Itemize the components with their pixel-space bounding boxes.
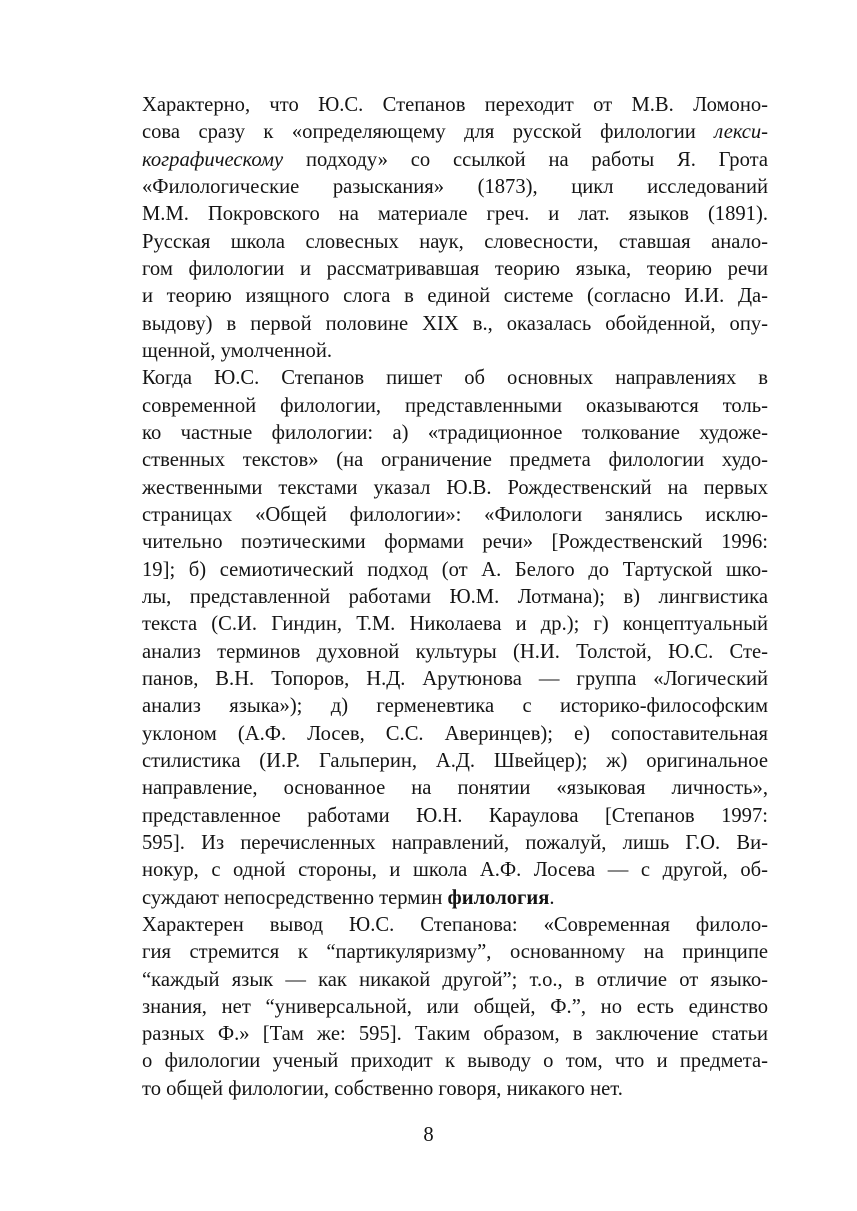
text-line xyxy=(106,283,768,310)
text-run: 19]; б) семиотический подход (от А. Белого до Тартуской шко- xyxy=(142,558,768,581)
text-line xyxy=(106,748,768,775)
text-line xyxy=(106,393,768,420)
text-line xyxy=(106,365,768,392)
text-line xyxy=(106,229,768,256)
text-line xyxy=(106,147,768,174)
text-line xyxy=(106,1021,768,1048)
text-line xyxy=(106,611,768,638)
text-run: Характерно, что Ю.С. Степанов переходит от М.В. Ломоно- xyxy=(142,94,768,116)
italic-text: лекси- xyxy=(714,121,768,144)
paragraph xyxy=(106,365,768,912)
text-line xyxy=(106,256,768,283)
text-run: щенной, умолченной. xyxy=(142,339,333,362)
text-run: и теорию изящного слога в единой системе (согласно И.И. Да- xyxy=(142,285,768,308)
text-run: направление, основанное на понятии «языковая личность», xyxy=(142,777,768,800)
book-page-body xyxy=(106,92,768,1103)
text-line xyxy=(106,803,768,830)
text-run: гия стремится к “партикуляризму”, основанному на принципе xyxy=(142,941,768,964)
text-run: М.М. Покровского на материале греч. и лат. языков (1891). xyxy=(142,203,768,226)
text-line xyxy=(106,939,768,966)
text-run: анализ языка»); д) герменевтика с историко-философским xyxy=(142,695,768,718)
text-run: 595]. Из перечисленных направлений, пожалуй, лишь Г.О. Ви- xyxy=(142,831,768,854)
text-run: панов, В.Н. Топоров, Н.Д. Арутюнова — группа «Логический xyxy=(142,667,768,690)
text-run: уклоном (А.Ф. Лосев, С.С. Аверинцев); е) сопоставительная xyxy=(142,722,768,745)
text-run: страницах «Общей филологии»: «Филологи занялись исклю- xyxy=(142,503,768,526)
text-run: Когда Ю.С. Степанов пишет об основных направлениях в xyxy=(142,367,768,390)
text-line xyxy=(106,201,768,228)
text-line xyxy=(106,502,768,529)
text-run: сова сразу к «определяющему для русской филологии xyxy=(142,121,715,144)
text-line xyxy=(106,174,768,201)
paragraph xyxy=(106,912,768,1103)
text-run: стилистика (И.Р. Гальперин, А.Д. Швейцер); ж) оригинальное xyxy=(142,749,768,772)
text-run: жественными текстами указал Ю.В. Рождественский на первых xyxy=(142,476,768,499)
text-line xyxy=(106,912,768,939)
text-line xyxy=(106,967,768,994)
text-line xyxy=(106,557,768,584)
text-line xyxy=(106,1076,768,1103)
text-run: знания, нет “универсальной, или общей, Ф.”, но есть единство xyxy=(142,995,768,1018)
text-line xyxy=(106,721,768,748)
text-line xyxy=(106,92,768,119)
text-run: разных Ф.» [Там же: 595]. Таким образом, в заключение статьи xyxy=(142,1023,768,1046)
text-run: гом филологии и рассматривавшая теорию языка, теорию речи xyxy=(142,257,768,280)
text-run: ственных текстов» (на ограничение предмета филологии худо- xyxy=(142,449,768,472)
text-run: нокур, с одной стороны, и школа А.Ф. Лосева — с другой, об- xyxy=(142,859,768,882)
text-run: чительно поэтическими формами речи» [Рождественский 1996: xyxy=(142,531,768,554)
text-line xyxy=(106,475,768,502)
text-line xyxy=(106,447,768,474)
bold-term: филология xyxy=(447,886,550,909)
text-line xyxy=(106,830,768,857)
text-run: . xyxy=(549,886,555,909)
text-line xyxy=(106,338,768,365)
paragraph xyxy=(106,92,768,365)
text-line xyxy=(106,1048,768,1075)
text-run: «Филологические разыскания» (1873), цикл исследований xyxy=(142,175,768,198)
text-line xyxy=(106,775,768,802)
text-run: Характерен вывод Ю.С. Степанова: «Современная филоло- xyxy=(142,913,768,936)
text-run: то общей филологии, собственно говоря, никакого нет. xyxy=(142,1077,623,1100)
text-line xyxy=(106,311,768,338)
text-line xyxy=(106,119,768,146)
text-line xyxy=(106,639,768,666)
text-line xyxy=(106,529,768,556)
text-run: современной филологии, представленными оказываются толь- xyxy=(142,394,768,417)
text-run: “каждый язык — как никакой другой”; т.о., в отличие от языко- xyxy=(142,968,768,991)
text-line xyxy=(106,693,768,720)
text-run: выдову) в первой половине XIX в., оказалась обойденной, опу- xyxy=(142,312,768,335)
text-line xyxy=(106,885,768,912)
text-line xyxy=(106,666,768,693)
italic-text: кографическому xyxy=(142,148,284,171)
text-line xyxy=(106,994,768,1021)
page-number: 8 xyxy=(423,1124,434,1146)
text-run: Русская школа словесных наук, словесности, ставшая анало- xyxy=(142,230,768,253)
text-run: анализ терминов духовной культуры (Н.И. Толстой, Ю.С. Сте- xyxy=(142,640,768,663)
paragraphs xyxy=(106,92,768,1103)
text-run: представленное работами Ю.Н. Караулова [Степанов 1997: xyxy=(142,804,768,827)
text-line xyxy=(106,857,768,884)
text-line xyxy=(106,420,768,447)
text-run: подходу» со ссылкой на работы Я. Грота xyxy=(283,148,768,171)
text-run: лы, представленной работами Ю.М. Лотмана); в) лингвистика xyxy=(142,585,768,608)
text-run: о филологии ученый приходит к выводу о том, что и предмета- xyxy=(142,1050,768,1073)
text-run: суждают непосредственно термин xyxy=(142,886,448,909)
text-run: ко частные филологии: а) «традиционное толкование художе- xyxy=(142,421,768,444)
text-run: текста (С.И. Гиндин, Т.М. Николаева и др.); г) концептуальный xyxy=(142,613,768,636)
text-line xyxy=(106,584,768,611)
